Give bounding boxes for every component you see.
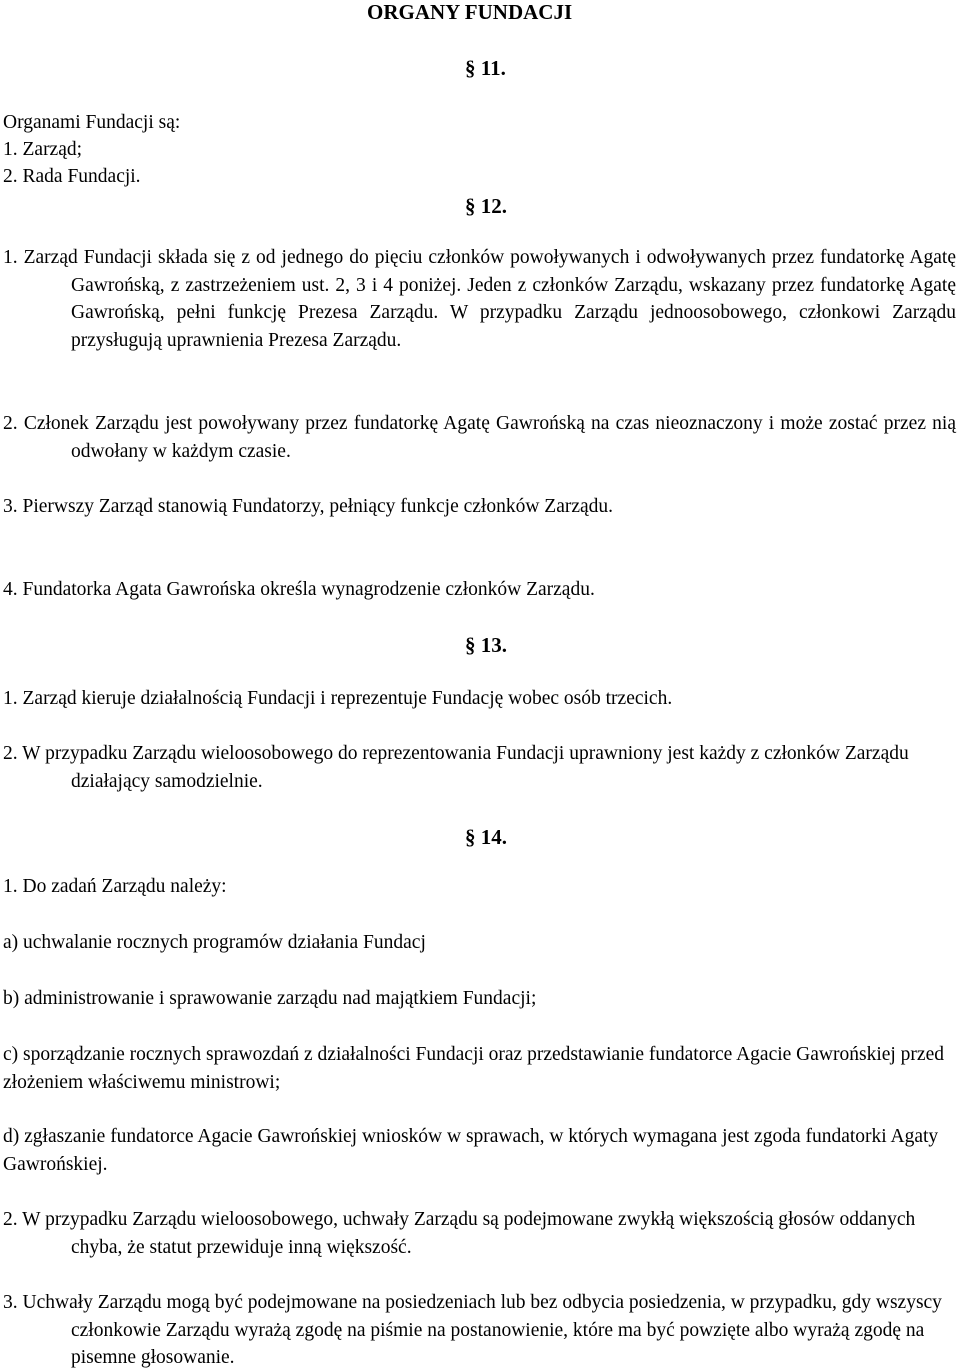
- section-12-item-1: 1. Zarząd Fundacji składa się z od jednego do pięciu członków powoływanych i odwoływanych przez fundatorkę Agatę Gawrońską, z zastrzeżeniem ust. 2, 3 i 4 poniżej. Jeden z członków Zarządu, wskazany przez fundatorkę Agatę Gawrońską, pełni funkcję Prezesa Zarządu. W przypadku Zarządu jednoosobowego, członkowi Zarządu przysługują uprawnienia Prezesa Zarządu.: [3, 247, 956, 351]
- section-13-heading: § 13.: [465, 633, 507, 657]
- task-item-c: c) sporządzanie rocznych sprawozdań z działalności Fundacji oraz przedstawianie fundatorce Agacie Gawrońskiej przed złożeniem właściwemu ministrowi;: [3, 1044, 944, 1093]
- section-13-item-1: 1. Zarząd kieruje działalnością Fundacji i reprezentuje Fundację wobec osób trzecich.: [3, 688, 673, 709]
- section-11-intro: Organami Fundacji są:: [3, 112, 181, 133]
- document-title: ORGANY FUNDACJI: [367, 0, 573, 24]
- section-11-heading: § 11.: [465, 56, 506, 80]
- section-14-item-3: 3. Uchwały Zarządu mogą być podejmowane na posiedzeniach lub bez odbycia posiedzenia, w przypadku, gdy wszyscy członkowie Zarządu wyrażą zgodę na piśmie na postanowienie, które ma być powzięte albo wyrażą zgodę na pisemne głosowanie.: [3, 1292, 942, 1368]
- section-14-intro: 1. Do zadań Zarządu należy:: [3, 876, 227, 897]
- section-14-item-2: 2. W przypadku Zarządu wieloosobowego, uchwały Zarządu są podejmowane zwykłą większością głosów oddanych chyba, że statut przewiduje inną większość.: [3, 1209, 916, 1258]
- section-12-item-3: 3. Pierwszy Zarząd stanowią Fundatorzy, pełniący funkcje członków Zarządu.: [3, 496, 614, 517]
- task-item-b: b) administrowanie i sprawowanie zarządu nad majątkiem Fundacji;: [3, 988, 537, 1009]
- section-11-item: 2. Rada Fundacji.: [3, 166, 141, 187]
- section-12-heading: § 12.: [465, 194, 507, 218]
- task-item-a: a) uchwalanie rocznych programów działania Fundacj: [3, 932, 426, 953]
- task-item-d: d) zgłaszanie fundatorce Agacie Gawrońskiej wniosków w sprawach, w których wymagana jest zgoda fundatorki Agaty Gawrońskiej.: [3, 1126, 939, 1175]
- section-12-item-2: 2. Członek Zarządu jest powoływany przez fundatorkę Agatę Gawrońską na czas nieoznaczony i może zostać przez nią odwołany w każdym czasie.: [3, 413, 956, 462]
- section-14-heading: § 14.: [465, 825, 507, 849]
- section-11-item: 1. Zarząd;: [3, 139, 83, 160]
- section-13-item-2: 2. W przypadku Zarządu wieloosobowego do reprezentowania Fundacji uprawniony jest każdy z członków Zarządu działający samodzielnie.: [3, 743, 909, 792]
- section-12-item-4: 4. Fundatorka Agata Gawrońska określa wynagrodzenie członków Zarządu.: [3, 579, 595, 600]
